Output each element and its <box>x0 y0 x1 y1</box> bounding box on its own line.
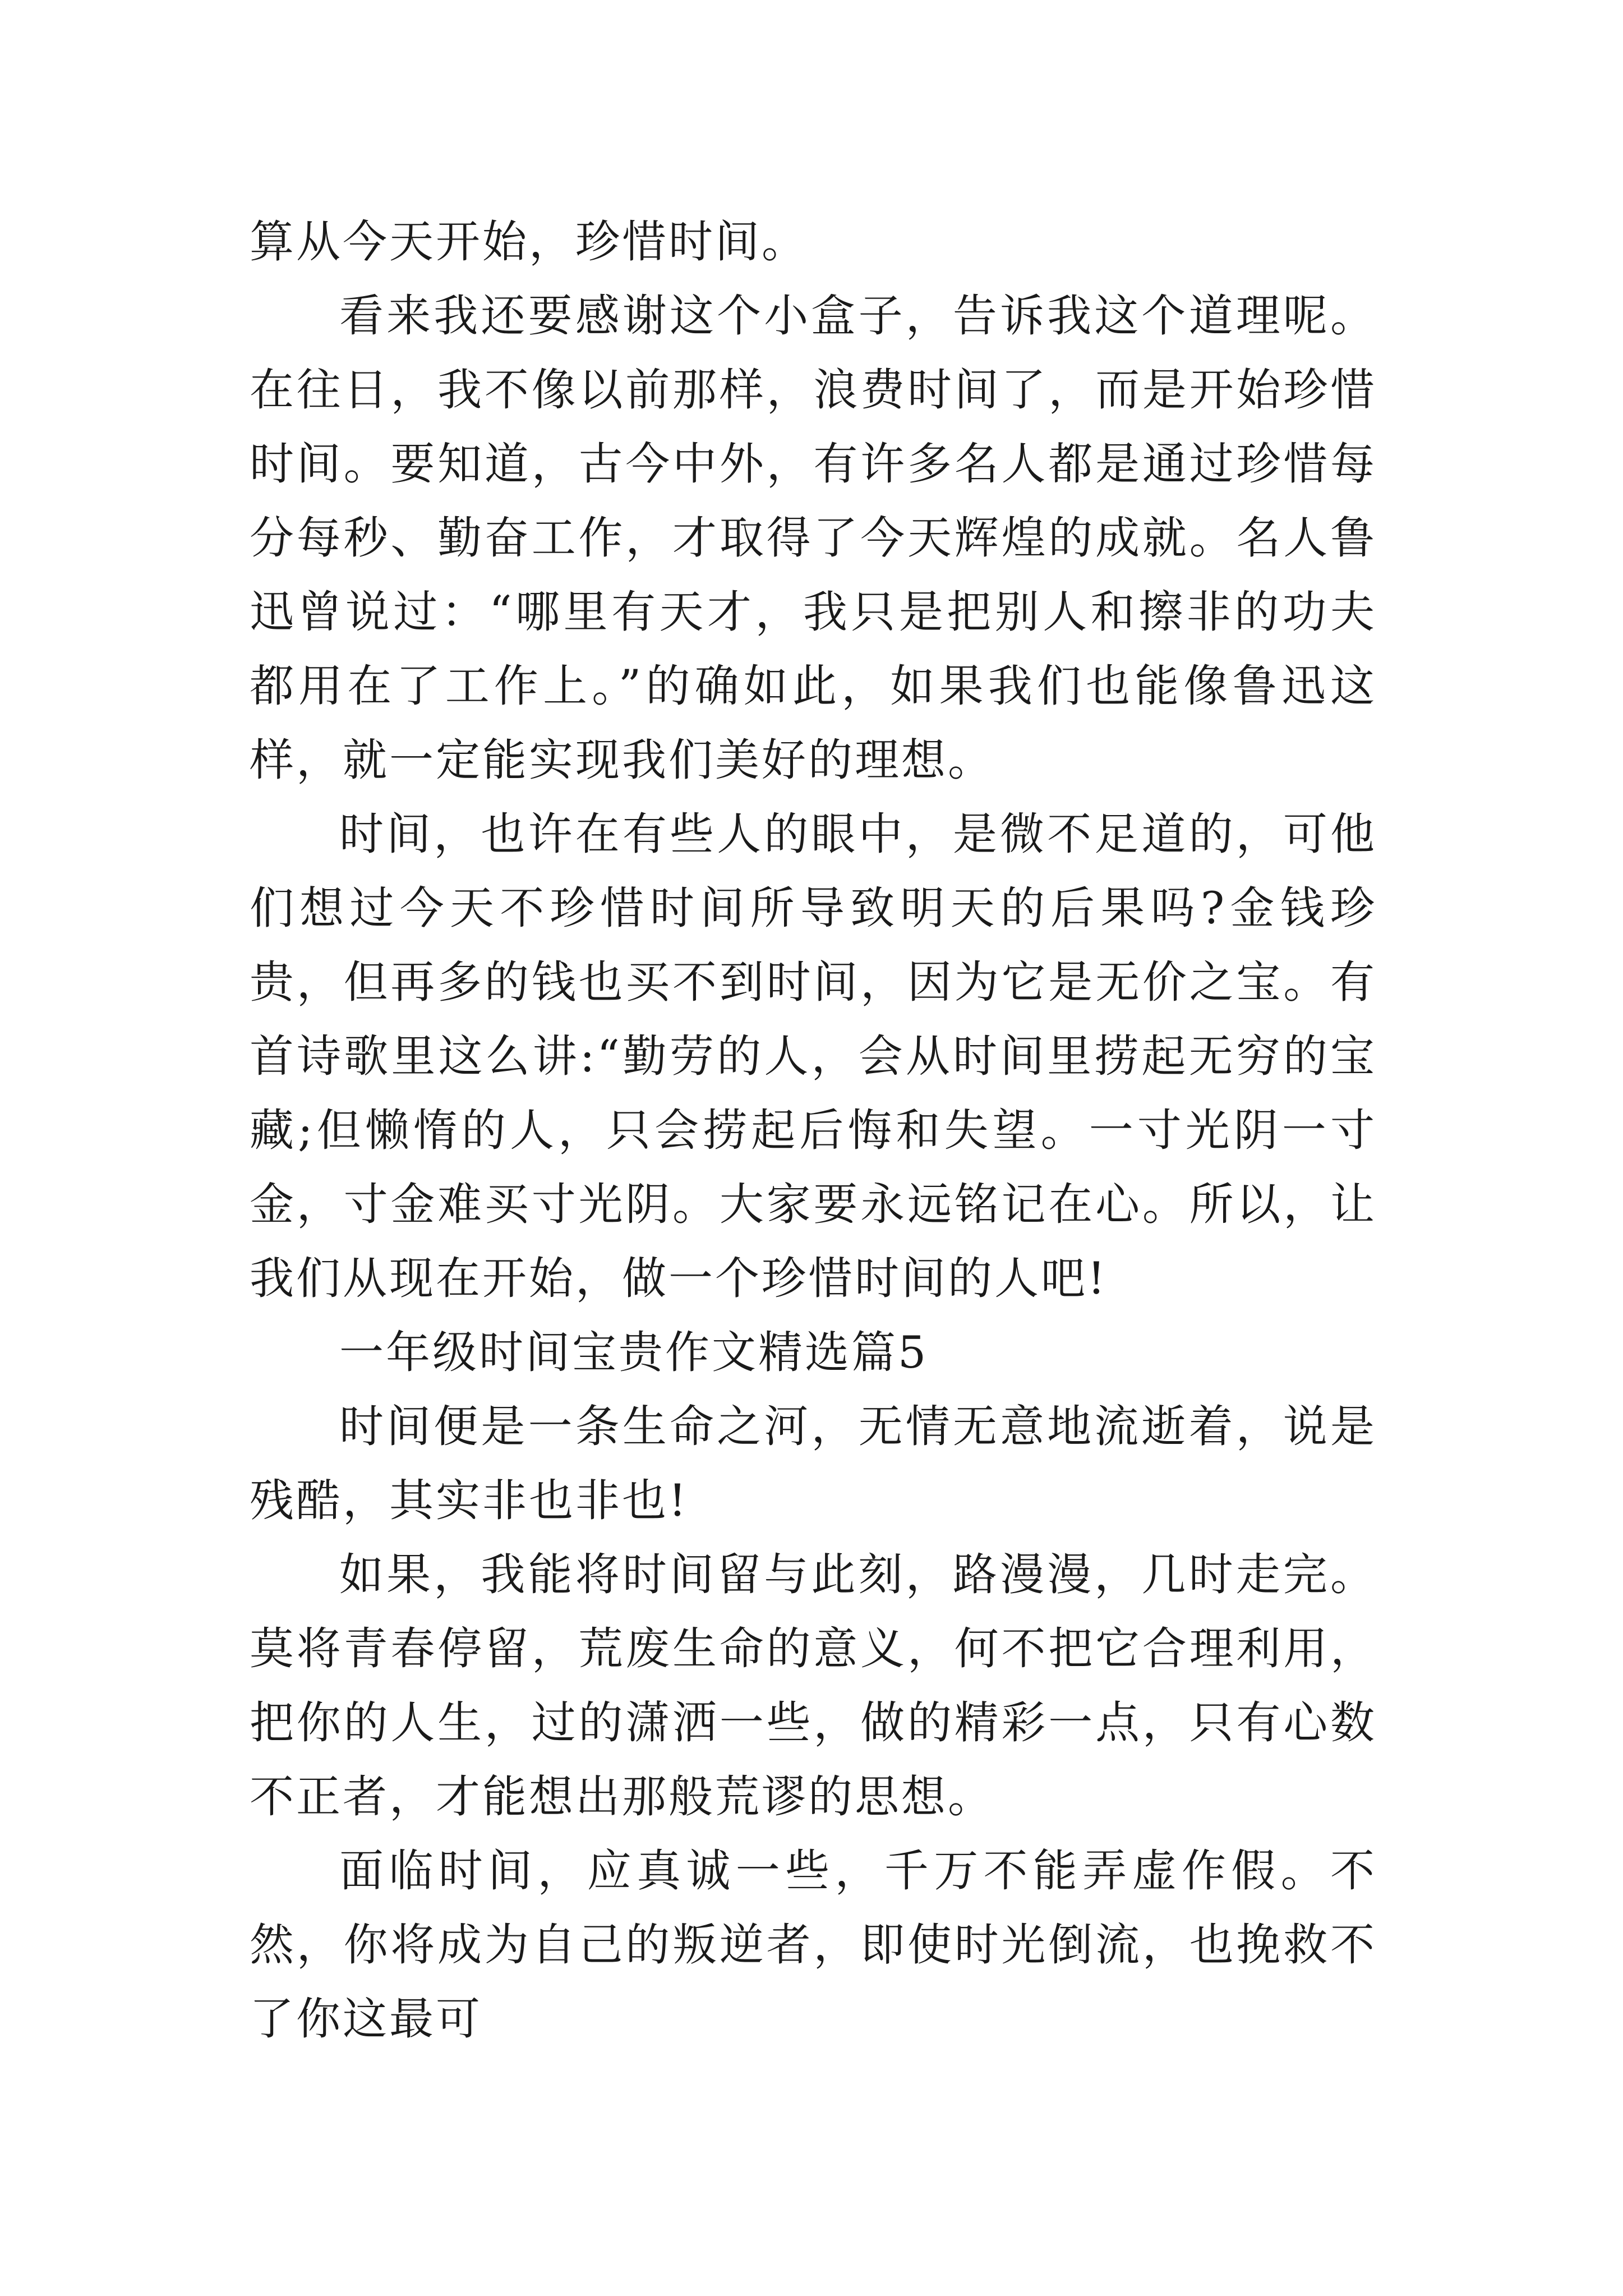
section-heading: 一年级时间宝贵作文精选篇5 <box>339 1327 929 1378</box>
paragraph: 如果，我能将时间留与此刻，路漫漫，几时走完。莫将青春停留，荒废生命的意义，何不把它合理利用，把你的人生，过的潇洒一些，做的精彩一点，只有心数不正者，才能想出那般荒谬的思想。 <box>250 1549 1377 1823</box>
paragraph: 面临时间，应真诚一些，千万不能弄虚作假。不然，你将成为自己的叛逆者，即使时光倒流，也挽救不了你这最可 <box>250 1845 1377 2045</box>
body-text <box>250 205 1377 2056</box>
paragraph-continuation: 算从今天开始，珍惜时间。 <box>250 216 808 268</box>
paragraph: 时间，也许在有些人的眼中，是微不足道的，可他们想过今天不珍惜时间所导致明天的后果吗?金钱珍贵，但再多的钱也买不到时间，因为它是无价之宝。有首诗歌里这么讲:“勤劳的人，会从时间里捞起无穷的宝藏;但懒惰的人，只会捞起后悔和失望。一寸光阴一寸金，寸金难买寸光阴。大家要永远铭记在心。所以，让我们从现在开始，做一个珍惜时间的人吧! <box>250 808 1377 1304</box>
paragraph: 时间便是一条生命之河，无情无意地流逝着，说是残酷，其实非也非也! <box>250 1401 1377 1526</box>
paragraph: 看来我还要感谢这个小盒子，告诉我这个道理呢。在往日，我不像以前那样，浪费时间了，而是开始珍惜时间。要知道，古今中外，有许多名人都是通过珍惜每分每秒、勤奋工作，才取得了今天辉煌的成就。名人鲁迅曾说过：“哪里有天才，我只是把别人和擦非的功夫都用在了工作上。”的确如此，如果我们也能像鲁迅这样，就一定能实现我们美好的理想。 <box>250 290 1377 786</box>
